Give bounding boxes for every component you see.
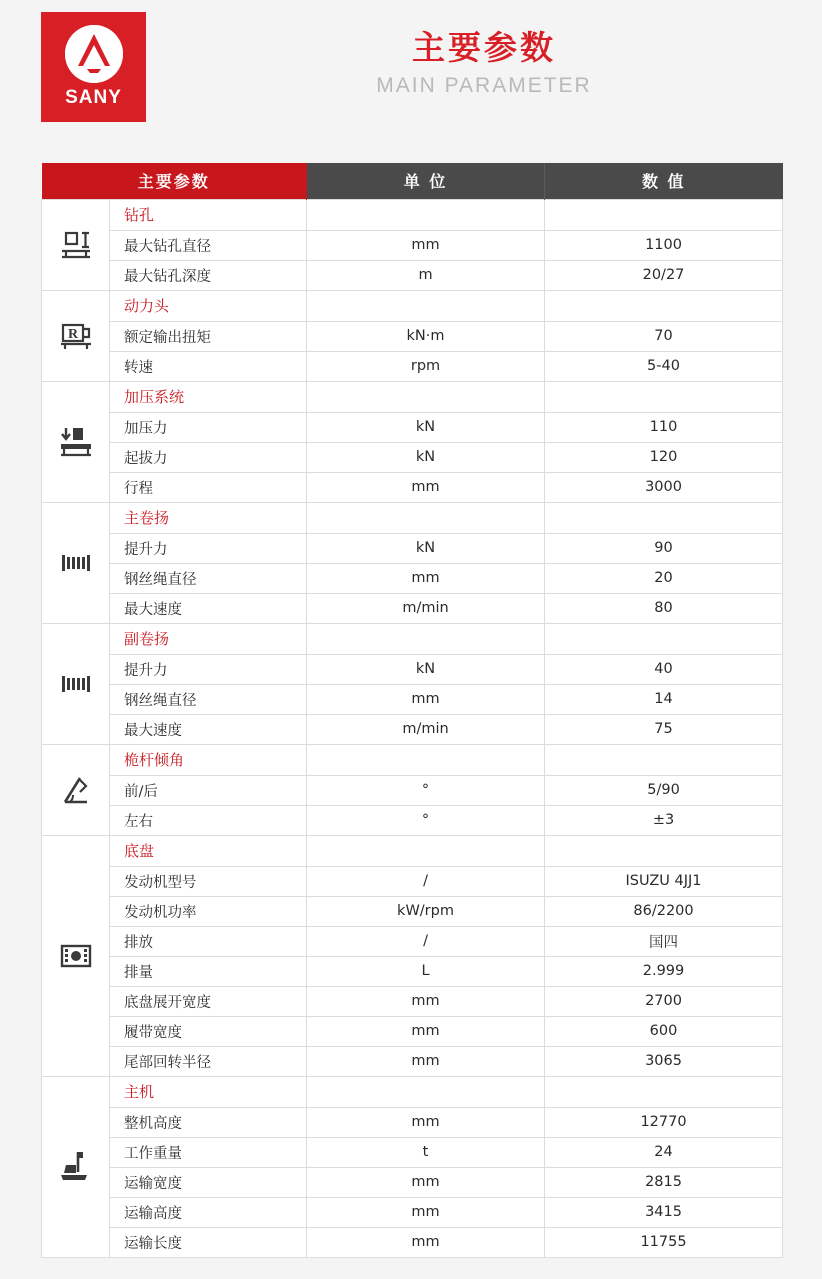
parameter-value: 1100 [545,230,783,260]
table-row [42,593,783,623]
table-body [42,199,783,1257]
page-subtitle: MAIN PARAMETER [376,74,592,97]
parameter-name: 左右 [110,805,307,835]
parameter-value: 5-40 [545,351,783,381]
parameter-name: 额定输出扭矩 [110,321,307,351]
parameter-unit: kN [307,533,545,563]
group-value-blank [545,835,783,866]
table-row [42,684,783,714]
group-header-row [42,744,783,775]
parameter-value: ±3 [545,805,783,835]
parameter-name: 排放 [110,926,307,956]
parameter-value: 3065 [545,1046,783,1076]
page-title: 主要参数 [412,28,556,67]
parameter-name: 钢丝绳直径 [110,563,307,593]
table-row [42,1167,783,1197]
parameter-unit: mm [307,1167,545,1197]
table-row [42,1016,783,1046]
parameter-value: 11755 [545,1227,783,1257]
parameters-table [41,163,783,1258]
parameter-name: 起拔力 [110,442,307,472]
parameter-name: 钢丝绳直径 [110,684,307,714]
parameter-name: 最大速度 [110,714,307,744]
group-unit-blank [307,381,545,412]
table-row [42,956,783,986]
group-header-row [42,290,783,321]
parameter-value: 86/2200 [545,896,783,926]
group-title: 主机 [110,1076,307,1107]
parameter-value: 20 [545,563,783,593]
parameter-name: 提升力 [110,654,307,684]
svg-text:R: R [67,326,78,342]
parameter-value: 40 [545,654,783,684]
table-row [42,563,783,593]
parameter-value: 20/27 [545,260,783,290]
parameter-value: 90 [545,533,783,563]
table-row [42,896,783,926]
main-winch-icon [42,502,110,623]
parameter-value: 80 [545,593,783,623]
column-header-value: 数 值 [545,163,783,199]
table-row [42,775,783,805]
group-value-blank [545,290,783,321]
parameter-unit: mm [307,986,545,1016]
parameter-unit: kW/rpm [307,896,545,926]
table-row [42,1107,783,1137]
parameter-value: 12770 [545,1107,783,1137]
table-row [42,654,783,684]
table-row [42,714,783,744]
parameter-unit: / [307,926,545,956]
table-row [42,986,783,1016]
table-row [42,1227,783,1257]
parameter-unit: kN [307,412,545,442]
parameter-unit: mm [307,1227,545,1257]
mast-angle-icon [42,744,110,835]
parameter-name: 运输长度 [110,1227,307,1257]
parameter-value: 120 [545,442,783,472]
table-row [42,926,783,956]
table-row [42,412,783,442]
brand-logo [41,12,146,122]
parameter-value: 24 [545,1137,783,1167]
parameter-value: 2815 [545,1167,783,1197]
parameter-name: 加压力 [110,412,307,442]
group-header-row [42,1076,783,1107]
machine-icon [42,1076,110,1257]
parameter-name: 最大速度 [110,593,307,623]
table-row [42,1046,783,1076]
parameter-name: 行程 [110,472,307,502]
parameter-name: 尾部回转半径 [110,1046,307,1076]
parameter-unit: m [307,260,545,290]
group-value-blank [545,199,783,230]
group-header-row [42,199,783,230]
parameter-value: 3000 [545,472,783,502]
table-row [42,866,783,896]
group-header-row [42,502,783,533]
parameter-unit: mm [307,230,545,260]
group-value-blank [545,381,783,412]
parameter-unit: / [307,866,545,896]
parameter-name: 运输高度 [110,1197,307,1227]
table-row [42,1197,783,1227]
parameter-unit: t [307,1137,545,1167]
table-header-row [42,163,783,199]
parameter-name: 最大钻孔深度 [110,260,307,290]
group-title: 动力头 [110,290,307,321]
group-header-row [42,835,783,866]
table-row [42,472,783,502]
column-header-unit: 单 位 [307,163,545,199]
group-unit-blank [307,1076,545,1107]
group-title: 加压系统 [110,381,307,412]
parameter-unit: kN [307,442,545,472]
parameter-value: 75 [545,714,783,744]
table-row [42,533,783,563]
table-row [42,321,783,351]
parameter-value: 2.999 [545,956,783,986]
table-row [42,230,783,260]
group-unit-blank [307,744,545,775]
table-row [42,442,783,472]
column-header-name: 主要参数 [42,163,307,199]
parameter-name: 排量 [110,956,307,986]
drill-hole-icon [42,199,110,290]
parameter-name: 整机高度 [110,1107,307,1137]
group-header-row [42,623,783,654]
page-header [0,0,822,132]
parameter-unit: mm [307,1197,545,1227]
parameter-value: 110 [545,412,783,442]
parameter-name: 履带宽度 [110,1016,307,1046]
parameter-unit: mm [307,472,545,502]
parameter-unit: m/min [307,714,545,744]
table-row [42,351,783,381]
group-value-blank [545,502,783,533]
parameter-value: 3415 [545,1197,783,1227]
parameter-value: 14 [545,684,783,714]
group-title: 钻孔 [110,199,307,230]
table-row [42,1137,783,1167]
parameter-value: 5/90 [545,775,783,805]
parameter-name: 提升力 [110,533,307,563]
parameter-unit: ° [307,775,545,805]
parameter-value: ISUZU 4JJ1 [545,866,783,896]
page-title-block [146,26,822,102]
parameter-value: 2700 [545,986,783,1016]
parameter-unit: m/min [307,593,545,623]
parameter-name: 最大钻孔直径 [110,230,307,260]
parameter-name: 前/后 [110,775,307,805]
group-title: 主卷扬 [110,502,307,533]
parameter-unit: mm [307,563,545,593]
group-value-blank [545,1076,783,1107]
group-title: 副卷扬 [110,623,307,654]
table-row [42,260,783,290]
sany-triangle-logo-icon [65,25,123,83]
chassis-icon [42,835,110,1076]
parameter-unit: kN [307,654,545,684]
group-value-blank [545,623,783,654]
table-row [42,805,783,835]
group-unit-blank [307,502,545,533]
group-unit-blank [307,835,545,866]
parameter-value: 600 [545,1016,783,1046]
parameter-unit: mm [307,1016,545,1046]
power-head-icon [42,290,110,381]
group-value-blank [545,744,783,775]
parameter-unit: mm [307,684,545,714]
group-header-row [42,381,783,412]
parameter-unit: rpm [307,351,545,381]
group-unit-blank [307,290,545,321]
parameter-unit: kN·m [307,321,545,351]
auxiliary-winch-icon [42,623,110,744]
group-unit-blank [307,199,545,230]
group-unit-blank [307,623,545,654]
parameter-unit: mm [307,1046,545,1076]
parameter-unit: mm [307,1107,545,1137]
pressure-system-icon [42,381,110,502]
parameter-value: 国四 [545,926,783,956]
parameter-name: 发动机功率 [110,896,307,926]
parameter-name: 转速 [110,351,307,381]
parameter-unit: ° [307,805,545,835]
group-title: 桅杆倾角 [110,744,307,775]
group-title: 底盘 [110,835,307,866]
parameter-value: 70 [545,321,783,351]
parameter-unit: L [307,956,545,986]
parameter-name: 运输宽度 [110,1167,307,1197]
parameter-name: 工作重量 [110,1137,307,1167]
parameters-table-wrap [41,163,782,1258]
parameter-name: 底盘展开宽度 [110,986,307,1016]
brand-name: SANY [65,87,122,108]
parameter-name: 发动机型号 [110,866,307,896]
